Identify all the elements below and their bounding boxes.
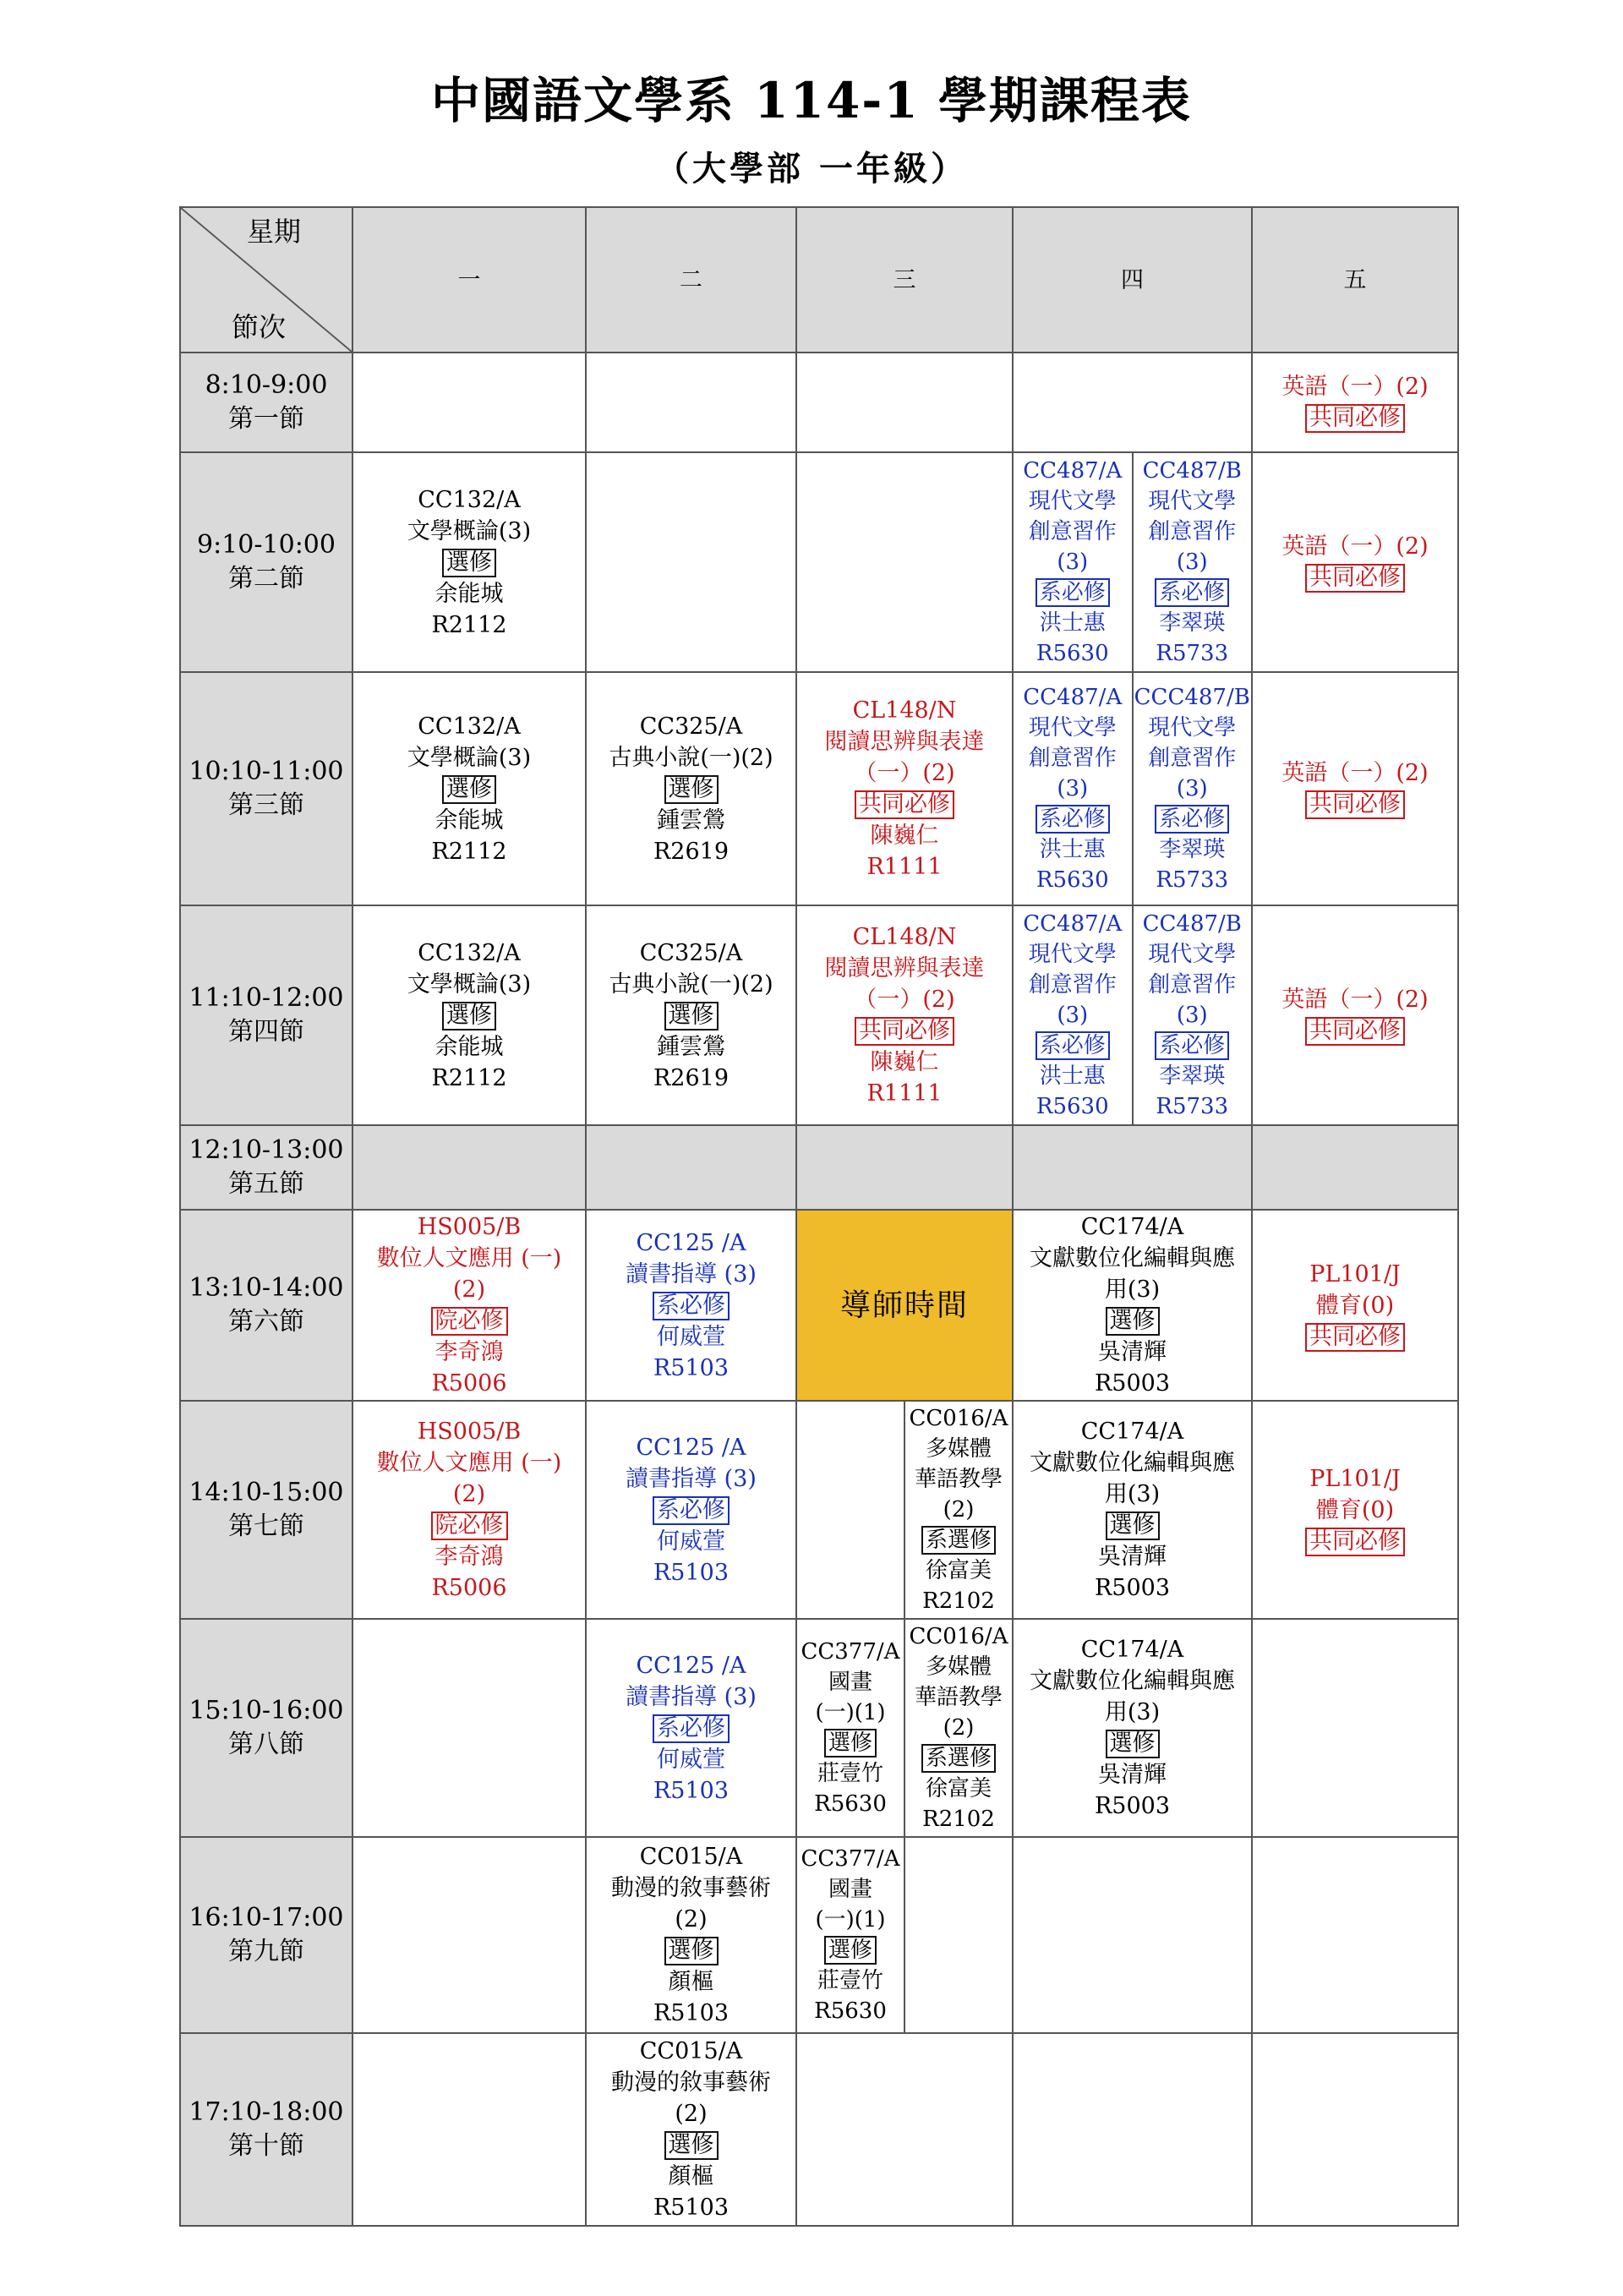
course-code: CL148/N — [852, 697, 957, 724]
course-type-badge: 共同必修 — [1305, 1528, 1405, 1556]
course-type-badge: 選修 — [664, 775, 719, 804]
course-cell-fiction — [586, 905, 796, 1125]
course-name: 英語（一）(2) — [1281, 760, 1429, 786]
course-cell-guidance — [586, 1210, 796, 1401]
course-room: R2619 — [653, 838, 730, 865]
empty-cell — [1252, 1125, 1458, 1210]
period-name: 第二節 — [228, 564, 304, 593]
course-name: 文學概論(3) — [407, 744, 532, 771]
course-room: R5733 — [1156, 641, 1229, 666]
course-name: 現代文學 — [1148, 715, 1237, 741]
period-name: 第八節 — [228, 1730, 304, 1759]
course-name: 文獻數位化編輯與應 — [1030, 1668, 1235, 1694]
course-cell-reading — [796, 905, 1013, 1125]
course-room: R1111 — [866, 854, 943, 880]
course-name: 體育(0) — [1315, 1496, 1395, 1523]
course-code: CC174/A — [1080, 1214, 1184, 1240]
course-name: （一）(2) — [854, 760, 955, 786]
course-cell-archive — [1013, 1401, 1252, 1619]
period-time: 11:10-12:00 — [189, 983, 344, 1013]
course-code: CC132/A — [418, 713, 521, 740]
course-code: CC174/A — [1080, 1637, 1184, 1663]
course-teacher: 鍾雲鶯 — [657, 1033, 725, 1060]
course-name: 創意習作 — [1148, 519, 1237, 544]
course-credit: (3) — [1176, 549, 1208, 575]
course-modern-b — [1132, 906, 1252, 1124]
course-name: 現代文學 — [1148, 942, 1237, 967]
tutor-time-cell: 導師時間 — [796, 1210, 1013, 1401]
empty-cell — [796, 2033, 1013, 2226]
course-name: 現代文學 — [1148, 489, 1237, 514]
empty-cell — [796, 452, 1013, 672]
course-room: R2619 — [653, 1064, 730, 1091]
course-cell-modern-split — [1013, 672, 1252, 905]
course-credit: (2) — [675, 1906, 708, 1932]
course-name: 文學概論(3) — [407, 517, 532, 544]
course-code: CC487/B — [1142, 911, 1242, 937]
course-name: 用(3) — [1104, 1699, 1161, 1725]
course-credit: (2) — [943, 1497, 975, 1522]
course-room: R5006 — [431, 1575, 507, 1601]
course-type-badge: 系必修 — [1155, 1031, 1229, 1060]
header-row — [180, 207, 1458, 353]
course-multimedia — [904, 1402, 1012, 1618]
course-name: 用(3) — [1104, 1481, 1161, 1507]
course-type-badge: 選修 — [1106, 1730, 1160, 1758]
empty-cell — [1013, 1837, 1252, 2033]
course-cell-wed-split — [796, 1401, 1013, 1619]
course-room: R5630 — [1036, 641, 1109, 666]
course-code: CC016/A — [909, 1624, 1008, 1649]
empty-half — [797, 1402, 904, 1618]
period-row-9 — [180, 1837, 1458, 2033]
period-label — [180, 1125, 352, 1210]
course-cell-english — [1252, 672, 1458, 905]
course-code: PL101/J — [1309, 1260, 1401, 1287]
course-name: (一)(1) — [815, 1700, 886, 1725]
course-cell-english — [1252, 452, 1458, 672]
course-credit: (3) — [1176, 776, 1208, 801]
day-header-thu: 四 — [1013, 207, 1252, 353]
course-type-badge: 選修 — [664, 2131, 719, 2160]
period-name: 第一節 — [228, 404, 304, 434]
course-code: CCC487/B — [1134, 685, 1250, 710]
course-room: R5103 — [653, 1559, 730, 1586]
course-room: R5006 — [431, 1370, 507, 1397]
course-cell-wed-split — [796, 1837, 1013, 2033]
course-name: 文學概論(3) — [407, 970, 532, 998]
course-name: 閱讀思辨與表達 — [824, 955, 985, 981]
period-name: 第五節 — [228, 1169, 304, 1199]
course-type-badge: 系必修 — [1036, 805, 1110, 834]
course-cell-wed-split — [796, 1619, 1013, 1837]
course-name: 現代文學 — [1028, 942, 1117, 967]
course-code: CC132/A — [418, 939, 521, 966]
course-code: CC487/A — [1023, 911, 1123, 937]
course-cell-guidance — [586, 1619, 796, 1837]
course-teacher: 余能城 — [434, 580, 504, 607]
course-type-badge: 系必修 — [653, 1496, 730, 1525]
course-room: R2102 — [922, 1588, 995, 1614]
course-room: R5103 — [653, 2000, 730, 2026]
course-name: 古典小說(一)(2) — [609, 970, 773, 998]
course-name: 體育(0) — [1315, 1292, 1395, 1319]
course-code: CC325/A — [639, 713, 743, 740]
course-type-badge: 系必修 — [653, 1714, 730, 1743]
course-name: （一）(2) — [854, 987, 955, 1013]
period-row-5 — [180, 1125, 1458, 1210]
course-teacher: 徐富美 — [925, 1558, 992, 1583]
course-modern-a — [1014, 453, 1132, 671]
course-credit: (3) — [1176, 1003, 1208, 1028]
course-name: 現代文學 — [1028, 489, 1117, 514]
course-name: 創意習作 — [1028, 972, 1117, 998]
course-type-badge: 選修 — [824, 1729, 877, 1758]
course-teacher: 陳巍仁 — [870, 1049, 939, 1075]
empty-cell — [796, 1125, 1013, 1210]
course-teacher: 陳巍仁 — [870, 823, 939, 849]
course-code: CC132/A — [418, 486, 521, 513]
course-room: R5630 — [1036, 1094, 1109, 1119]
course-room: R2102 — [922, 1807, 995, 1832]
course-type-badge: 共同必修 — [855, 1017, 954, 1046]
course-teacher: 鍾雲鶯 — [657, 806, 725, 834]
empty-cell — [586, 452, 796, 672]
course-type-badge: 院必修 — [431, 1512, 508, 1540]
course-room: R5733 — [1156, 867, 1229, 893]
course-name: 創意習作 — [1028, 746, 1117, 771]
course-modern-a — [1014, 906, 1132, 1124]
course-type-badge: 選修 — [442, 775, 496, 804]
course-name: 動漫的敘事藝術 — [611, 1875, 771, 1901]
course-code: CC377/A — [801, 1639, 900, 1665]
course-cell-lit-intro — [352, 905, 586, 1125]
course-teacher: 徐富美 — [925, 1776, 992, 1801]
period-label — [180, 1837, 352, 2033]
page-subtitle: （大學部 一年級） — [655, 149, 968, 189]
course-type-badge: 選修 — [1106, 1307, 1160, 1336]
course-name: 用(3) — [1104, 1276, 1161, 1303]
course-room: R2112 — [431, 1064, 507, 1091]
course-cell-guidance — [586, 1401, 796, 1619]
course-teacher: 李奇鴻 — [434, 1339, 504, 1365]
course-teacher: 洪士惠 — [1039, 1063, 1106, 1089]
course-code: CC125 /A — [636, 1434, 746, 1461]
corner-weekday-label: 星期 — [246, 216, 301, 248]
course-code: CC377/A — [801, 1846, 900, 1872]
course-name: 英語（一）(2) — [1281, 374, 1429, 400]
course-type-badge: 共同必修 — [1305, 564, 1405, 593]
course-teacher: 何威萱 — [657, 1528, 725, 1555]
course-code: CC487/A — [1023, 458, 1123, 484]
course-cell-anime — [586, 1837, 796, 2033]
course-code: HS005/B — [417, 1419, 522, 1445]
course-cell-lit-intro — [352, 452, 586, 672]
period-row-8 — [180, 1619, 1458, 1837]
course-multimedia — [904, 1620, 1012, 1836]
course-code: HS005/B — [417, 1214, 522, 1240]
course-cell-english — [1252, 905, 1458, 1125]
course-room: R5003 — [1094, 1575, 1171, 1601]
course-code: CC487/B — [1142, 458, 1242, 484]
course-teacher: 余能城 — [434, 1033, 504, 1060]
course-code: CC487/A — [1023, 685, 1123, 710]
course-room: R5003 — [1094, 1793, 1171, 1819]
period-row-3 — [180, 672, 1458, 905]
course-credit: (2) — [452, 1276, 486, 1303]
course-teacher: 李奇鴻 — [434, 1544, 504, 1570]
course-modern-b — [1132, 673, 1252, 905]
course-name: 古典小說(一)(2) — [609, 744, 773, 771]
empty-half — [904, 1838, 1012, 2032]
course-type-badge: 共同必修 — [855, 790, 954, 819]
course-name: 文獻數位化編輯與應 — [1030, 1450, 1235, 1476]
period-label — [180, 2033, 352, 2226]
course-type-badge: 選修 — [664, 1937, 719, 1965]
course-cell-reading — [796, 672, 1013, 905]
course-type-badge: 系必修 — [1036, 1031, 1110, 1060]
course-code: CC325/A — [639, 939, 743, 966]
period-name: 第四節 — [228, 1017, 304, 1047]
period-row-10 — [180, 2033, 1458, 2226]
course-cell-pe — [1252, 1401, 1458, 1619]
period-row-6 — [180, 1210, 1458, 1401]
course-credit: (3) — [1057, 549, 1089, 575]
course-type-badge: 系選修 — [921, 1744, 996, 1773]
empty-cell — [796, 353, 1013, 452]
period-label — [180, 353, 352, 452]
course-painting — [797, 1620, 904, 1836]
course-name: 讀書指導 (3) — [626, 1260, 757, 1287]
period-time: 16:10-17:00 — [189, 1903, 344, 1932]
course-teacher: 何威萱 — [657, 1323, 725, 1350]
course-room: R5733 — [1156, 1094, 1229, 1119]
period-name: 第七節 — [228, 1512, 304, 1541]
course-cell-archive — [1013, 1210, 1252, 1401]
period-label — [180, 1401, 352, 1619]
course-teacher: 洪士惠 — [1039, 837, 1106, 862]
course-name: (一)(1) — [815, 1907, 886, 1932]
course-type-badge: 共同必修 — [1305, 1323, 1405, 1352]
empty-cell — [352, 1837, 586, 2033]
course-cell-english — [1252, 353, 1458, 452]
course-teacher: 莊壹竹 — [817, 1761, 883, 1786]
course-code: CC125 /A — [636, 1652, 746, 1679]
course-credit: (3) — [1057, 1003, 1089, 1028]
period-label — [180, 1210, 352, 1401]
course-code: CC125 /A — [636, 1229, 746, 1256]
course-type-badge: 選修 — [824, 1936, 877, 1965]
course-credit: (2) — [675, 2101, 708, 2127]
course-painting — [797, 1838, 904, 2032]
course-type-badge: 選修 — [1106, 1512, 1160, 1540]
course-room: R5630 — [1036, 867, 1109, 893]
page-title: 中國語文學系 114-1 學期課程表 — [431, 72, 1192, 129]
course-modern-b — [1132, 453, 1252, 671]
course-name: 英語（一）(2) — [1281, 533, 1429, 560]
period-name: 第六節 — [228, 1307, 304, 1337]
day-header-wed: 三 — [796, 207, 1013, 353]
course-name: 創意習作 — [1148, 746, 1237, 771]
corner-cell — [180, 207, 352, 353]
period-time: 8:10-9:00 — [205, 370, 328, 400]
course-name: 讀書指導 (3) — [626, 1465, 757, 1492]
course-teacher: 顏樞 — [668, 2163, 714, 2189]
course-type-badge: 共同必修 — [1305, 790, 1405, 819]
course-room: R2112 — [431, 838, 507, 865]
empty-cell — [352, 2033, 586, 2226]
period-row-7 — [180, 1401, 1458, 1619]
course-cell-modern-split — [1013, 452, 1252, 672]
course-cell-fiction — [586, 672, 796, 905]
course-code: CL148/N — [852, 924, 957, 950]
empty-cell — [1252, 1619, 1458, 1837]
empty-cell — [352, 1619, 586, 1837]
empty-cell — [1013, 353, 1252, 452]
empty-cell — [1013, 1125, 1252, 1210]
course-name: 華語教學 — [914, 1685, 1003, 1710]
course-room: R5630 — [814, 1998, 887, 2024]
course-room: R5103 — [653, 1354, 730, 1381]
course-room: R5003 — [1094, 1370, 1171, 1397]
course-cell-pe — [1252, 1210, 1458, 1401]
course-credit: (2) — [943, 1715, 975, 1741]
course-room: R5630 — [814, 1791, 887, 1817]
period-label — [180, 1619, 352, 1837]
course-name: 現代文學 — [1028, 715, 1117, 741]
course-type-badge: 系必修 — [1155, 578, 1229, 607]
period-label — [180, 452, 352, 672]
period-row-1 — [180, 353, 1458, 452]
course-teacher: 李翠瑛 — [1159, 1063, 1226, 1089]
empty-cell — [1013, 2033, 1252, 2226]
course-name: 讀書指導 (3) — [626, 1683, 757, 1710]
course-name: 華語教學 — [914, 1467, 1003, 1492]
course-teacher: 顏樞 — [668, 1969, 714, 1995]
empty-cell — [1252, 2033, 1458, 2226]
course-type-badge: 共同必修 — [1305, 1017, 1405, 1046]
course-teacher: 吳清輝 — [1098, 1762, 1167, 1788]
course-room: R1111 — [866, 1080, 943, 1107]
corner-period-label: 節次 — [232, 311, 287, 343]
course-code: PL101/J — [1309, 1465, 1401, 1492]
course-code: CC015/A — [639, 1844, 743, 1870]
course-name: 國畫 — [828, 1877, 872, 1902]
course-name: 國畫 — [828, 1670, 872, 1695]
period-time: 13:10-14:00 — [189, 1273, 344, 1303]
course-credit: (3) — [1057, 776, 1089, 801]
period-label — [180, 905, 352, 1125]
course-type-badge: 系選修 — [921, 1526, 996, 1555]
empty-cell — [1252, 1837, 1458, 2033]
day-header-mon: 一 — [352, 207, 586, 353]
course-room: R5103 — [653, 2195, 730, 2221]
period-time: 10:10-11:00 — [189, 757, 344, 786]
course-name: 英語（一）(2) — [1281, 987, 1429, 1013]
day-header-fri: 五 — [1252, 207, 1458, 353]
course-name: 創意習作 — [1148, 972, 1237, 998]
course-teacher: 余能城 — [434, 806, 504, 834]
course-name: 多媒體 — [925, 1654, 992, 1680]
empty-cell — [352, 353, 586, 452]
course-code: CC015/A — [639, 2038, 743, 2064]
day-header-tue: 二 — [586, 207, 796, 353]
course-name: 數位人文應用 (一) — [376, 1245, 562, 1271]
course-teacher: 李翠瑛 — [1159, 837, 1226, 862]
period-time: 17:10-18:00 — [189, 2097, 344, 2127]
course-code: CC174/A — [1080, 1419, 1184, 1445]
course-type-badge: 系必修 — [653, 1292, 730, 1320]
course-name: 多媒體 — [925, 1436, 992, 1462]
course-cell-lit-intro — [352, 672, 586, 905]
course-name: 動漫的敘事藝術 — [611, 2069, 771, 2096]
period-time: 14:10-15:00 — [189, 1478, 344, 1507]
empty-cell — [352, 1125, 586, 1210]
course-type-badge: 系必修 — [1036, 578, 1110, 607]
course-name: 數位人文應用 (一) — [376, 1450, 562, 1476]
course-teacher: 莊壹竹 — [817, 1968, 883, 1993]
period-label — [180, 672, 352, 905]
course-teacher: 何威萱 — [657, 1746, 725, 1773]
course-code: CC016/A — [909, 1406, 1008, 1431]
course-room: R2112 — [431, 611, 507, 638]
course-teacher: 洪士惠 — [1039, 610, 1106, 636]
course-name: 閱讀思辨與表達 — [824, 729, 985, 755]
course-cell-digital — [352, 1401, 586, 1619]
course-type-badge: 選修 — [664, 1002, 719, 1030]
course-teacher: 李翠瑛 — [1159, 610, 1226, 636]
course-type-badge: 系必修 — [1155, 805, 1229, 834]
course-teacher: 吳清輝 — [1098, 1544, 1167, 1570]
course-type-badge: 院必修 — [431, 1307, 508, 1336]
course-type-badge: 選修 — [442, 1002, 496, 1030]
period-time: 12:10-13:00 — [189, 1135, 344, 1165]
course-cell-modern-split — [1013, 905, 1252, 1125]
period-name: 第九節 — [228, 1937, 304, 1966]
period-row-4 — [180, 905, 1458, 1125]
course-room: R5103 — [653, 1777, 730, 1804]
course-type-badge: 共同必修 — [1305, 404, 1405, 433]
course-cell-anime — [586, 2033, 796, 2226]
course-credit: (2) — [452, 1481, 486, 1507]
course-cell-archive — [1013, 1619, 1252, 1837]
period-name: 第三節 — [228, 790, 304, 820]
course-modern-a — [1014, 673, 1132, 905]
course-cell-digital — [352, 1210, 586, 1401]
period-row-2 — [180, 452, 1458, 672]
period-name: 第十節 — [228, 2131, 304, 2161]
course-name: 文獻數位化編輯與應 — [1030, 1245, 1235, 1271]
empty-cell — [586, 1125, 796, 1210]
period-time: 15:10-16:00 — [189, 1696, 344, 1725]
empty-cell — [586, 353, 796, 452]
course-teacher: 吳清輝 — [1098, 1339, 1167, 1365]
schedule-table — [179, 206, 1459, 2227]
period-time: 9:10-10:00 — [197, 530, 336, 560]
course-name: 創意習作 — [1028, 519, 1117, 544]
course-type-badge: 選修 — [442, 549, 496, 577]
